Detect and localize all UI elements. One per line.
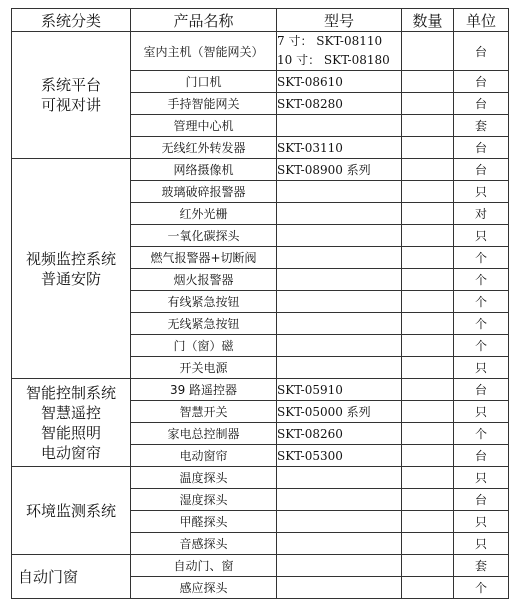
model-cell: SKT-05000 系列 xyxy=(277,401,402,423)
quantity-cell xyxy=(402,445,454,467)
quantity-cell xyxy=(402,225,454,247)
model-cell: SKT-03110 xyxy=(277,137,402,159)
model-line: 10 寸： SKT-08180 xyxy=(277,53,390,67)
product-name-cell: 网络摄像机 xyxy=(131,159,277,181)
model-cell xyxy=(277,489,402,511)
product-name-cell: 门口机 xyxy=(131,71,277,93)
product-name-cell: 门（窗）磁 xyxy=(131,335,277,357)
unit-cell: 只 xyxy=(454,467,509,489)
unit-cell: 只 xyxy=(454,357,509,379)
model-cell xyxy=(277,467,402,489)
category-label: 智能控制系统 xyxy=(25,383,116,402)
category-label: 智能照明 xyxy=(40,423,101,442)
table-body xyxy=(12,32,509,599)
model-cell xyxy=(277,32,402,71)
model-cell xyxy=(277,291,402,313)
unit-cell: 只 xyxy=(454,401,509,423)
category-cell xyxy=(12,159,131,379)
quantity-cell xyxy=(402,423,454,445)
product-name-cell: 有线紧急按钮 xyxy=(131,291,277,313)
table-row xyxy=(12,467,509,489)
quantity-cell xyxy=(402,357,454,379)
product-name-cell: 甲醛探头 xyxy=(131,511,277,533)
product-name-cell: 感应探头 xyxy=(131,577,277,599)
header-model: 型号 xyxy=(277,9,402,32)
quantity-cell xyxy=(402,313,454,335)
model-cell: SKT-05910 xyxy=(277,379,402,401)
unit-cell: 个 xyxy=(454,247,509,269)
model-cell xyxy=(277,357,402,379)
unit-cell: 只 xyxy=(454,225,509,247)
unit-cell: 台 xyxy=(454,71,509,93)
quantity-cell xyxy=(402,137,454,159)
product-name-cell: 无线紧急按钮 xyxy=(131,313,277,335)
quantity-cell xyxy=(402,379,454,401)
unit-cell: 个 xyxy=(454,269,509,291)
model-cell xyxy=(277,335,402,357)
category-cell xyxy=(12,467,131,555)
model-cell: SKT-08900 系列 xyxy=(277,159,402,181)
unit-cell: 台 xyxy=(454,489,509,511)
quantity-cell xyxy=(402,401,454,423)
product-name-cell: 室内主机（智能网关） xyxy=(131,32,277,71)
product-name-cell: 39 路遥控器 xyxy=(131,379,277,401)
quantity-cell xyxy=(402,181,454,203)
model-cell xyxy=(277,313,402,335)
quantity-cell xyxy=(402,71,454,93)
header-row xyxy=(12,9,509,32)
product-name-cell: 自动门、窗 xyxy=(131,555,277,577)
product-spec-table xyxy=(11,8,509,599)
product-name-cell: 红外光栅 xyxy=(131,203,277,225)
quantity-cell xyxy=(402,93,454,115)
product-name-cell: 开关电源 xyxy=(131,357,277,379)
category-label: 智慧遥控 xyxy=(40,403,101,422)
model-cell xyxy=(277,269,402,291)
header-category: 系统分类 xyxy=(12,9,131,32)
product-name-cell: 音感探头 xyxy=(131,533,277,555)
quantity-cell xyxy=(402,533,454,555)
quantity-cell xyxy=(402,511,454,533)
product-name-cell: 管理中心机 xyxy=(131,115,277,137)
model-cell: SKT-08280 xyxy=(277,93,402,115)
quantity-cell xyxy=(402,489,454,511)
quantity-cell xyxy=(402,555,454,577)
quantity-cell xyxy=(402,291,454,313)
category-label: 自动门窗 xyxy=(18,567,79,586)
unit-cell: 只 xyxy=(454,181,509,203)
product-name-cell: 智慧开关 xyxy=(131,401,277,423)
model-cell xyxy=(277,555,402,577)
quantity-cell xyxy=(402,32,454,71)
model-cell xyxy=(277,115,402,137)
product-name-cell: 电动窗帘 xyxy=(131,445,277,467)
quantity-cell xyxy=(402,159,454,181)
table-row xyxy=(12,159,509,181)
model-cell xyxy=(277,511,402,533)
product-name-cell: 手持智能网关 xyxy=(131,93,277,115)
product-name-cell: 无线红外转发器 xyxy=(131,137,277,159)
quantity-cell xyxy=(402,335,454,357)
product-name-cell: 烟火报警器 xyxy=(131,269,277,291)
category-label: 普通安防 xyxy=(40,269,101,288)
category-label: 可视对讲 xyxy=(40,96,101,114)
model-cell xyxy=(277,577,402,599)
unit-cell: 台 xyxy=(454,379,509,401)
quantity-cell xyxy=(402,115,454,137)
unit-cell: 台 xyxy=(454,137,509,159)
model-cell xyxy=(277,225,402,247)
model-cell xyxy=(277,533,402,555)
header-quantity: 数量 xyxy=(402,9,454,32)
unit-cell: 对 xyxy=(454,203,509,225)
product-name-cell: 一氧化碳探头 xyxy=(131,225,277,247)
quantity-cell xyxy=(402,467,454,489)
quantity-cell xyxy=(402,577,454,599)
product-name-cell: 家电总控制器 xyxy=(131,423,277,445)
table-row xyxy=(12,32,509,71)
model-cell: SKT-08610 xyxy=(277,71,402,93)
category-label: 视频监控系统 xyxy=(25,249,116,268)
model-cell: SKT-05300 xyxy=(277,445,402,467)
unit-cell: 个 xyxy=(454,313,509,335)
product-name-cell: 燃气报警器+切断阀 xyxy=(131,247,277,269)
quantity-cell xyxy=(402,247,454,269)
unit-cell: 台 xyxy=(454,445,509,467)
unit-cell: 台 xyxy=(454,159,509,181)
category-cell xyxy=(12,555,131,599)
unit-cell: 套 xyxy=(454,115,509,137)
quantity-cell xyxy=(402,203,454,225)
unit-cell: 个 xyxy=(454,423,509,445)
product-name-cell: 玻璃破碎报警器 xyxy=(131,181,277,203)
category-label: 系统平台 xyxy=(40,76,101,94)
unit-cell: 个 xyxy=(454,335,509,357)
product-name-cell: 湿度探头 xyxy=(131,489,277,511)
unit-cell: 个 xyxy=(454,291,509,313)
quantity-cell xyxy=(402,269,454,291)
category-label: 电动窗帘 xyxy=(40,443,101,462)
model-cell: SKT-08260 xyxy=(277,423,402,445)
unit-cell: 台 xyxy=(454,32,509,71)
model-cell xyxy=(277,247,402,269)
header-unit: 单位 xyxy=(454,9,509,32)
category-cell xyxy=(12,32,131,159)
unit-cell: 个 xyxy=(454,577,509,599)
unit-cell: 套 xyxy=(454,555,509,577)
unit-cell: 只 xyxy=(454,511,509,533)
model-cell xyxy=(277,181,402,203)
model-line: 7 寸： SKT-08110 xyxy=(277,34,383,48)
header-product-name: 产品名称 xyxy=(131,9,277,32)
table-row xyxy=(12,555,509,577)
product-name-cell: 温度探头 xyxy=(131,467,277,489)
category-label: 环境监测系统 xyxy=(25,501,116,520)
unit-cell: 台 xyxy=(454,93,509,115)
unit-cell: 只 xyxy=(454,533,509,555)
table-row xyxy=(12,379,509,401)
category-cell xyxy=(12,379,131,467)
model-cell xyxy=(277,203,402,225)
